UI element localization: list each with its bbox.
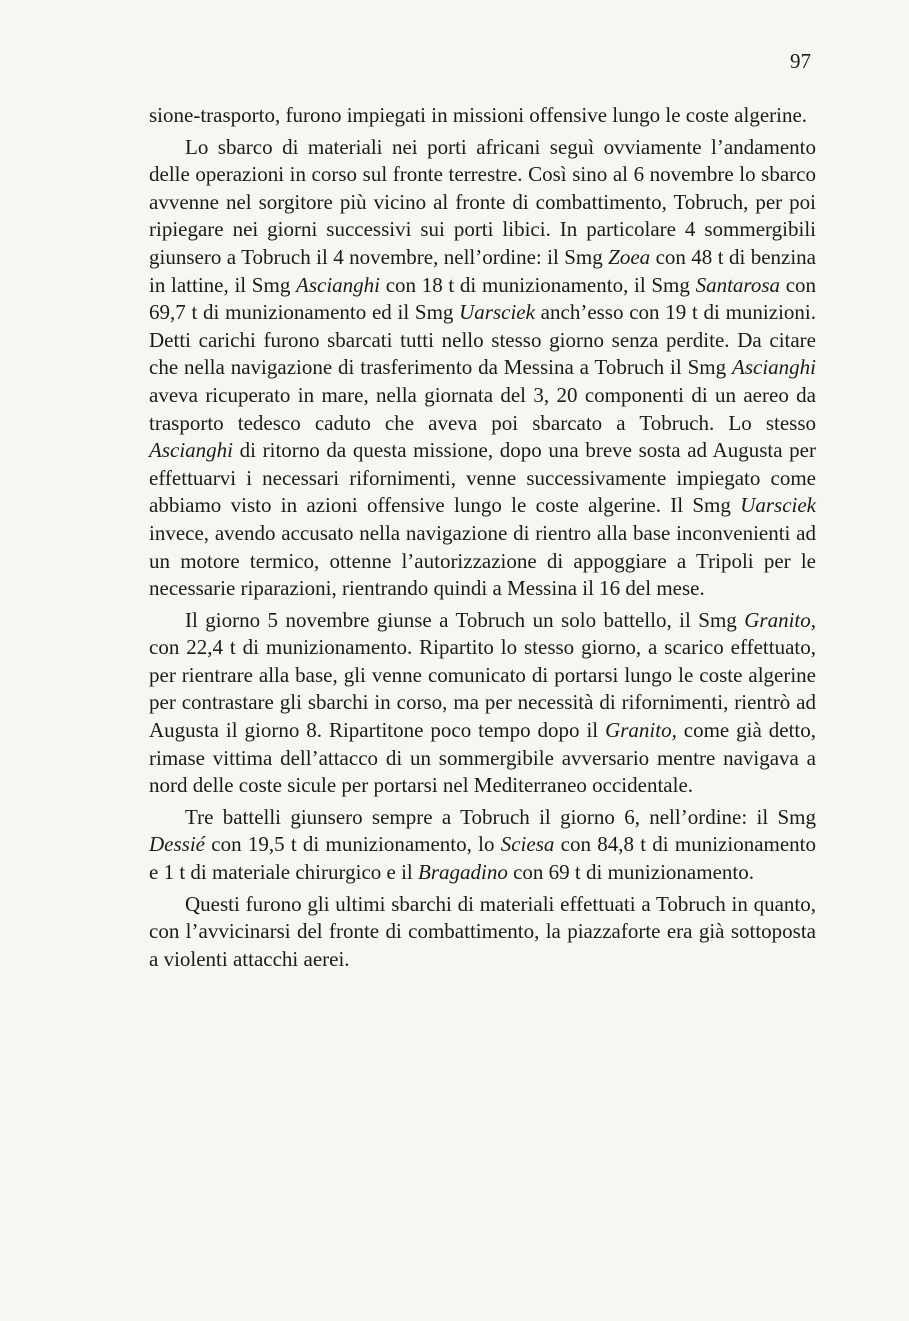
italic-text: Ascianghi [149, 438, 233, 463]
paragraph-text: Il giorno 5 novembre giunse a Tobruch un solo battello, il Smg [185, 607, 745, 632]
page-number: 97 [790, 49, 811, 73]
italic-text: Bragadino [418, 860, 508, 885]
italic-text: Ascianghi [732, 355, 816, 380]
paragraph-text: con 18 t di munizionamento, il Smg [380, 272, 696, 297]
paragraph-text: Tre battelli giunsero sempre a Tobruch il giorno 6, nell’ordine: il Smg [185, 804, 816, 829]
italic-text: Uarsciek [459, 300, 535, 325]
paragraph-text: con 22,4 t di munizionamento. Ripartito lo stesso giorno, a scarico effettuato, per rientrare alla base, gli venne comunicato di portarsi lungo le coste algerine per contrastare gli sbarchi in corso, ma per necessità di rifornimenti, rientrò ad Augusta il giorno 8. Ripartitone poco tempo dopo il [149, 635, 816, 743]
paragraph [149, 891, 816, 974]
italic-text: Ascianghi [296, 272, 381, 297]
paragraph [149, 607, 816, 800]
italic-text: Santarosa [695, 272, 780, 297]
paragraph-text: di ritorno da questa missione, dopo una breve sosta ad Augusta per effettuarvi i necessari rifornimenti, venne successivamente impiegato come abbiamo visto in azioni offensive lungo le coste algerine. Il Smg [149, 438, 816, 518]
paragraph-text: con 69,7 t di munizionamento ed il Smg [149, 272, 817, 325]
paragraph-text: con 19,5 t di munizionamento, lo [205, 832, 501, 857]
paragraph-text: con 48 t di benzina in lattine, il Smg [149, 244, 816, 297]
paragraph-text: Lo sbarco di materiali nei porti africani seguì ovviamente l’andamento delle operazioni in corso sul fronte terrestre. Così sino al 6 novembre lo sbarco avvenne nel sorgitore più vicino al fronte di combattimento, Tobruch, per poi ripiegare nei giorni successivi sui porti libici. In particolare 4 sommergibili giunsero a Tobruch il 4 novembre, nell’ordine: il Smg [149, 134, 816, 269]
paragraph-text: con 69 t di munizionamento. [507, 860, 754, 885]
paragraph-text: invece, avendo accusato nella navigazione di rientro alla base inconvenienti ad un motore termico, ottenne l’autorizzazione di appoggiare a Tripoli per le necessarie riparazioni, rientrando quindi a Messina il 16 del mese. [149, 520, 816, 601]
paragraph [149, 804, 816, 887]
text-column [149, 102, 816, 973]
italic-text: Uarsciek [740, 493, 816, 518]
paragraph [149, 134, 816, 603]
paragraph [149, 102, 816, 130]
paragraph-text: anch’esso con 19 t di munizioni. Detti carichi furono sbarcati tutti nello stesso giorno senza perdite. Da citare che nella navigazione di trasferimento da Messina a Tobruch il Smg [149, 300, 817, 380]
paragraph-text: sione-trasporto, furono impiegati in missioni offensive lungo le coste algerine. [149, 103, 808, 127]
paragraph-text: con 84,8 t di munizionamento e 1 t di materiale chirurgico e il [149, 832, 816, 885]
paragraph-text: aveva ricuperato in mare, nella giornata del 3, 20 componenti di un aereo da trasporto tedesco caduto che aveva poi sbarcato a Tobruch. Lo stesso [149, 382, 816, 435]
italic-text: Sciesa [500, 832, 555, 857]
italic-text: Dessié [149, 832, 205, 857]
paragraph-text: Questi furono gli ultimi sbarchi di materiali effettuati a Tobruch in quanto, con l’avvicinarsi del fronte di combattimento, la piazzaforte era già sottoposta a violenti attacchi aerei. [149, 891, 816, 971]
paragraph-text: come già detto, rimase vittima dell’attacco di un sommergibile avversario mentre navigava a nord delle coste sicule per portarsi nel Mediterraneo occidentale. [149, 718, 817, 798]
italic-text: Granito, [605, 718, 677, 743]
italic-text: Zoea [608, 244, 651, 269]
italic-text: Granito, [744, 607, 816, 632]
